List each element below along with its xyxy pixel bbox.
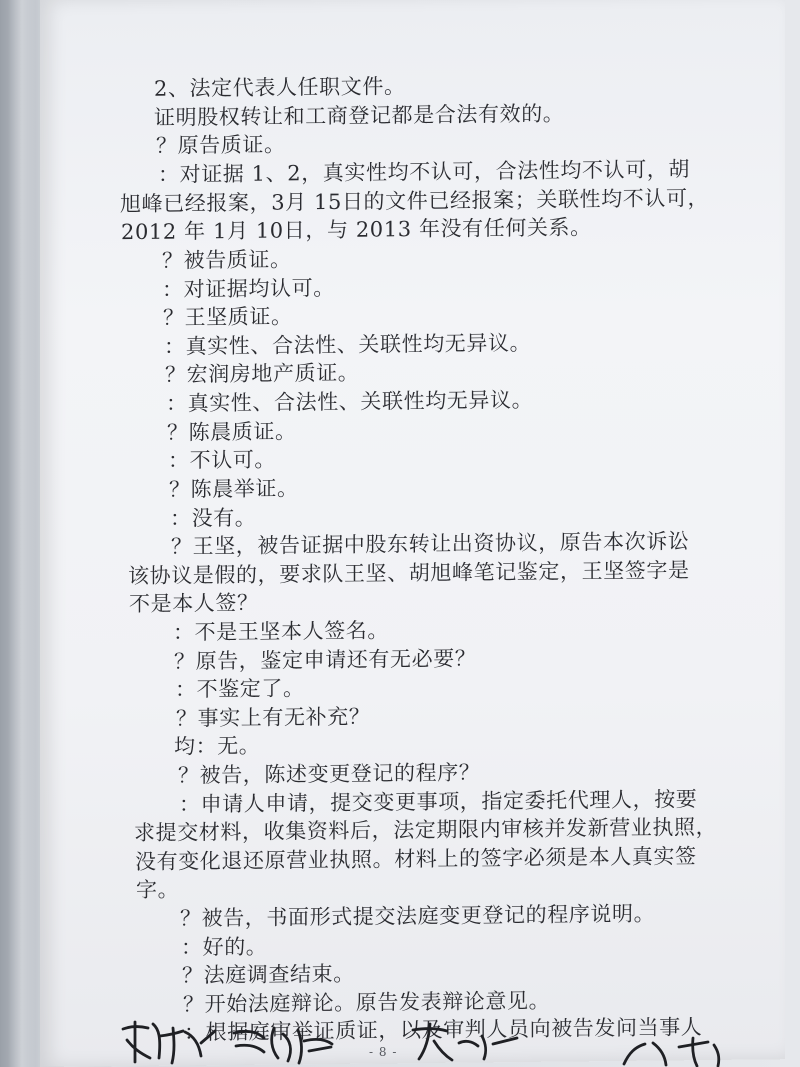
text-line-1: 2、法定代表人任职文件。	[154, 74, 406, 101]
text-line-23: ？事实上有无补充？	[176, 704, 371, 731]
text-line-13: ？陈晨质证。	[167, 419, 297, 445]
text-line-15: ？陈晨举证。	[169, 476, 299, 502]
text-line-10: ：真实性、合法性、关联性均无异议。	[164, 330, 532, 359]
signature-footer	[0, 1010, 800, 1067]
text-line-6: 2012 年 1月 10日，与 2013 年没有任何关系。	[121, 215, 592, 245]
handwritten-signature-2	[230, 1022, 335, 1067]
text-line-12: ：真实性、合法性、关联性均无异议。	[166, 387, 534, 416]
text-line-7: ？被告质证。	[162, 247, 292, 273]
text-line-25: ？被告，陈述变更登记的程序？	[178, 760, 481, 788]
transcript-body	[90, 68, 780, 1045]
text-line-22: ：不鉴定了。	[175, 676, 305, 702]
text-line-19: 不是本人签？	[129, 590, 259, 617]
text-line-16: ：没有。	[170, 505, 257, 531]
text-line-5: 旭峰已经报案，3月 15日的文件已经报案；关联性均不认可，	[120, 185, 710, 217]
text-line-14: ：不认可。	[168, 447, 276, 473]
text-line-28: 没有变化退还原营业执照。材料上的签字必须是本人真实签	[135, 844, 697, 875]
page-number: - 8 -	[369, 1045, 398, 1059]
text-line-26: ：申请人申请，提交变更事项，指定委托代理人，按要	[179, 787, 698, 817]
text-line-21: ？原告，鉴定申请还有无必要？	[174, 646, 477, 674]
text-line-11: ？宏润房地产质证。	[165, 360, 360, 387]
text-line-18: 该协议是假的，要求队王坚、胡旭峰笔记鉴定，王坚签字是	[128, 558, 690, 589]
text-line-17: ？王坚，被告证据中股东转让出资协议，原告本次诉讼	[171, 529, 690, 559]
text-line-33: ？开始法庭辩论。原告发表辩论意见。	[183, 988, 551, 1017]
text-line-3: ？原告质证。	[156, 132, 286, 158]
text-line-8: ：对证据均认可。	[162, 275, 335, 302]
handwritten-signature-4	[615, 1036, 735, 1066]
text-line-32: ？法庭调查结束。	[182, 961, 355, 988]
text-line-2: 证明股权转让和工商登记都是合法有效的。	[154, 101, 565, 130]
text-line-34: ：根据庭审举证质证，以及审判人员向被告发问当事人	[184, 1015, 703, 1045]
text-line-27: 求提交材料，收集资料后，法定期限内审核并发新营业执照，	[134, 814, 718, 846]
handwritten-signature-1	[115, 1018, 225, 1067]
text-line-31: ：好的。	[181, 934, 268, 960]
text-line-30: ？被告，书面形式提交法庭变更登记的程序说明。	[180, 901, 656, 931]
previous-page-edge	[8, 0, 36, 1067]
text-line-4: ：对证据 1、2，真实性均不认可，合法性均不认可，胡	[158, 157, 690, 187]
document-page	[40, 0, 785, 1067]
text-line-9: ？王坚质证。	[163, 304, 293, 330]
text-line-20: ：不是王坚本人签名。	[173, 618, 389, 645]
text-line-29: 字。	[136, 877, 180, 902]
text-line-24: 均：无。	[174, 733, 261, 759]
handwritten-signature-3	[405, 1020, 520, 1065]
